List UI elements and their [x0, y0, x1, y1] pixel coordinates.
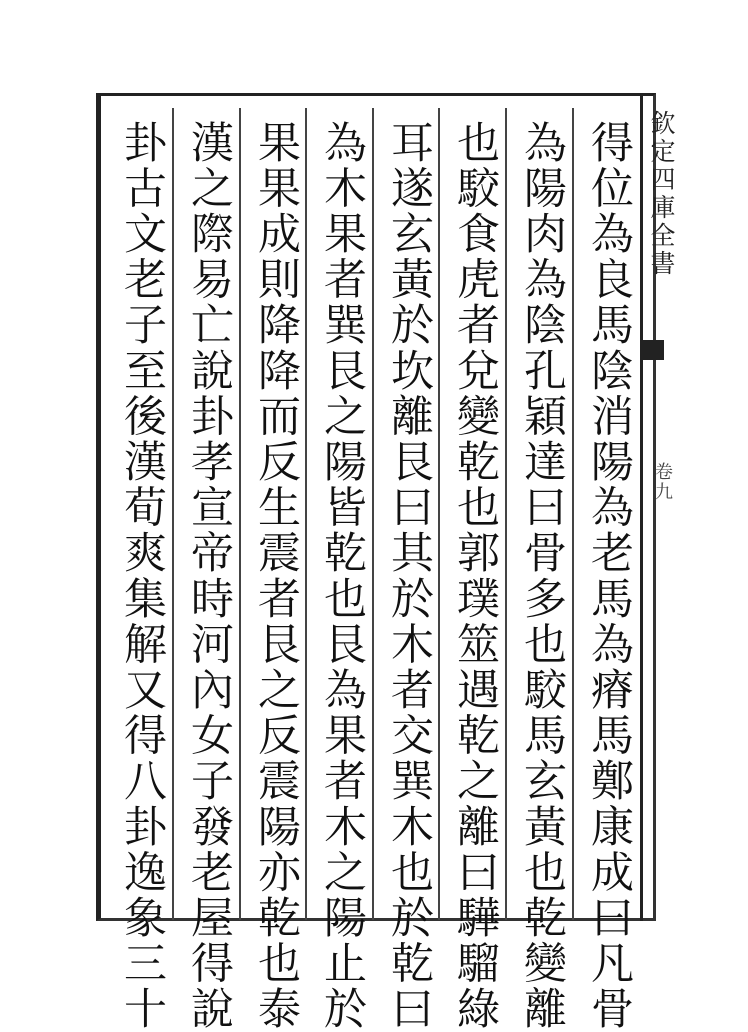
text-column-3: 也駮食虎者兌變乾也郭璞筮遇乾之離曰驊騮綠 — [450, 120, 500, 1032]
text-column-5: 為木果者巽艮之陽皆乾也艮為果者木之陽止於 — [317, 120, 367, 1032]
text-column-4: 耳遂玄黃於坎離艮曰其於木者交巽木也於乾曰 — [384, 120, 434, 1032]
text-column-7: 漢之際易亡說卦孝宣帝時河內女子發老屋得說 — [184, 120, 234, 1032]
text-column-2: 為陽肉為陰孔穎達曰骨多也駮馬玄黃也乾變離 — [517, 120, 567, 1032]
text-column-8: 卦古文老子至後漢荀爽集解又得八卦逸象三十 — [117, 120, 167, 1032]
book-title: 欽定四庫全書 — [647, 110, 676, 278]
fish-tail-mark — [640, 340, 664, 360]
text-column-1: 得位為良馬陰消陽為老馬為瘠馬鄭康成曰凡骨 — [584, 120, 634, 1032]
volume-label: 卷九 — [652, 462, 673, 502]
text-column-6: 果果成則降降而反生震者艮之反震陽亦乾也泰 — [251, 120, 301, 1032]
